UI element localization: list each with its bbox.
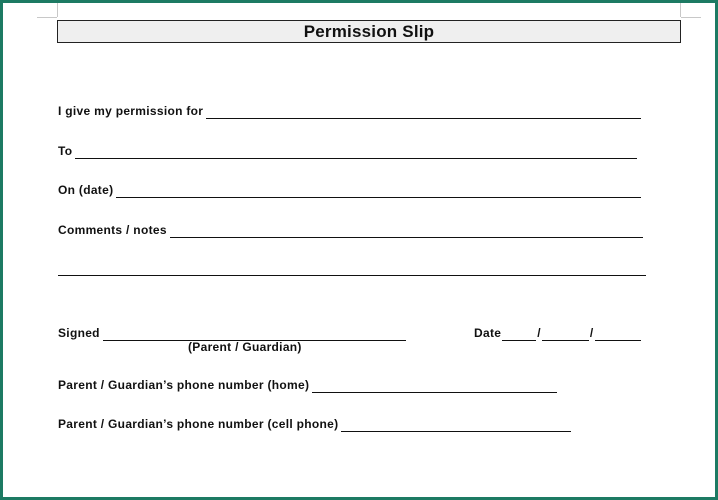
date-label: Date [474,326,502,340]
notes-extra-row [58,263,646,276]
date-separator-1: / [537,326,541,340]
phone-cell-line[interactable] [341,419,571,432]
permission-row [58,104,641,119]
on-date-label: On (date) [58,183,114,197]
phone-home-row [58,378,557,393]
phone-cell-label: Parent / Guardian’s phone number (cell phone) [58,417,339,431]
date-day-line[interactable] [542,328,589,341]
on-date-line[interactable] [116,185,641,198]
crop-mark-left-horizontal [37,17,57,18]
date-year-line[interactable] [595,328,641,341]
notes-extra-line[interactable] [58,263,646,276]
permission-line[interactable] [206,106,641,119]
comments-row [58,223,643,238]
page-title: Permission Slip [57,20,681,43]
phone-home-line[interactable] [312,380,557,393]
date-row [474,326,641,341]
signed-label: Signed [58,326,100,340]
phone-home-label: Parent / Guardian’s phone number (home) [58,378,310,392]
crop-mark-top-left [57,3,58,17]
crop-mark-right-horizontal [681,17,701,18]
to-row [58,144,637,159]
crop-mark-top-right [680,3,681,17]
signed-row [58,326,406,341]
permission-label: I give my permission for [58,104,204,118]
comments-label: Comments / notes [58,223,167,237]
comments-line[interactable] [170,225,643,238]
signed-caption: (Parent / Guardian) [188,340,302,354]
date-month-line[interactable] [502,328,536,341]
to-line[interactable] [75,146,637,159]
to-label: To [58,144,73,158]
date-separator-2: / [589,326,594,340]
phone-cell-row [58,417,571,432]
on-date-row [58,183,641,198]
